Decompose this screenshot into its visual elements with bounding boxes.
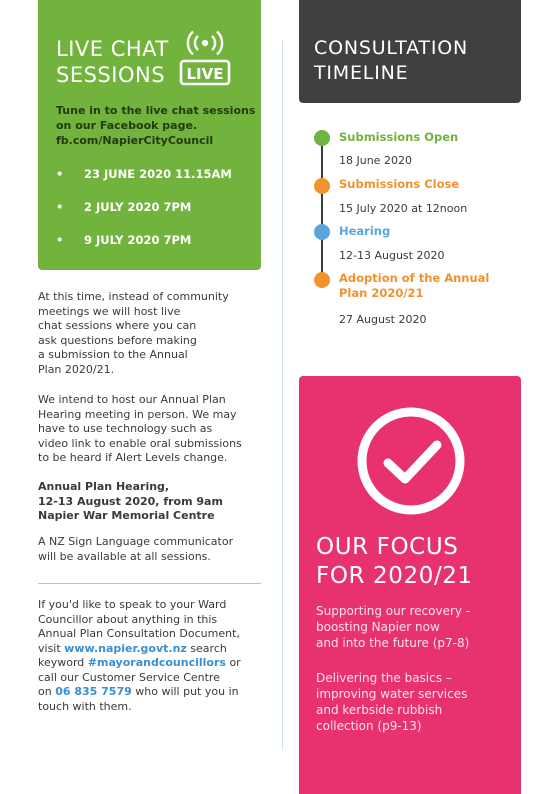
facebook-link[interactable]: fb.com/NapierCityCouncil	[56, 134, 214, 147]
session-list	[56, 164, 232, 263]
focus-recovery-paragraph: Supporting our recovery - boosting Napier now and into the future (p7-8)	[316, 604, 471, 650]
timeline-dot	[314, 224, 330, 240]
session-item: • 23 JUNE 2020 11.15AM	[56, 167, 232, 181]
focus-basics-paragraph: Delivering the basics – improving water services and kerbside rubbish collection (p9-13)	[316, 671, 468, 733]
timeline-dot	[314, 178, 330, 194]
contact-paragraph: If you'd like to speak to your Ward Councillor about anything in this Annual Plan Consultation Document, visit www.napier.govt.nz search keyword #mayorandcouncillors or call our Customer Service Centre on 06 835 7579 who will put you in touch with them.	[38, 598, 241, 713]
focus-card	[299, 376, 521, 794]
hearing-paragraph: We intend to host our Annual Plan Hearing meeting in person. We may have to use technology such as video link to enable oral submissions to be heard if Alert Levels change.	[38, 393, 242, 464]
live-broadcast-icon	[178, 30, 232, 86]
timeline-label-adoption: Adoption of the Annual Plan 2020/21	[339, 271, 490, 300]
timeline-dot	[314, 130, 330, 146]
timeline-header	[299, 0, 521, 103]
focus-title: OUR FOCUS FOR 2020/21	[316, 534, 473, 589]
divider	[38, 583, 261, 584]
live-chat-card	[38, 0, 261, 270]
session-item: • 2 JULY 2020 7PM	[56, 200, 192, 214]
live-icon-label: LIVE	[186, 65, 224, 83]
keyword-link[interactable]: #mayorandcouncillors	[87, 656, 226, 669]
live-chat-title: LIVE CHAT SESSIONS	[56, 37, 169, 87]
timeline-label-hearing: Hearing	[339, 224, 391, 238]
hearing-details: Annual Plan Hearing, 12-13 August 2020, from 9am Napier War Memorial Centre	[38, 480, 223, 522]
sign-language-paragraph: A NZ Sign Language communicator will be available at all sessions.	[38, 535, 234, 563]
timeline-date: 15 July 2020 at 12noon	[339, 202, 468, 215]
timeline-title: CONSULTATION TIMELINE	[314, 37, 469, 84]
website-link[interactable]: www.napier.govt.nz	[64, 641, 187, 655]
timeline-date: 18 June 2020	[339, 154, 412, 167]
timeline-dot	[314, 272, 330, 288]
timeline-date: 27 August 2020	[339, 313, 427, 326]
column-separator	[282, 40, 283, 750]
timeline-label-submissions-open: Submissions Open	[339, 130, 459, 144]
timeline-date: 12-13 August 2020	[339, 249, 445, 262]
checkmark-circle-icon	[355, 405, 467, 517]
live-chat-intro: Tune in to the live chat sessions on our Facebook page. fb.com/NapierCityCouncil	[56, 104, 256, 147]
timeline-label-submissions-close: Submissions Close	[339, 177, 460, 191]
community-meetings-paragraph: At this time, instead of community meetings we will host live chat sessions where you can ask questions before making a submission to the Annual Plan 2020/21.	[38, 290, 229, 376]
timeline-line	[321, 138, 323, 279]
phone-link[interactable]: 06 835 7579	[55, 685, 132, 698]
session-item: • 9 JULY 2020 7PM	[56, 233, 192, 247]
